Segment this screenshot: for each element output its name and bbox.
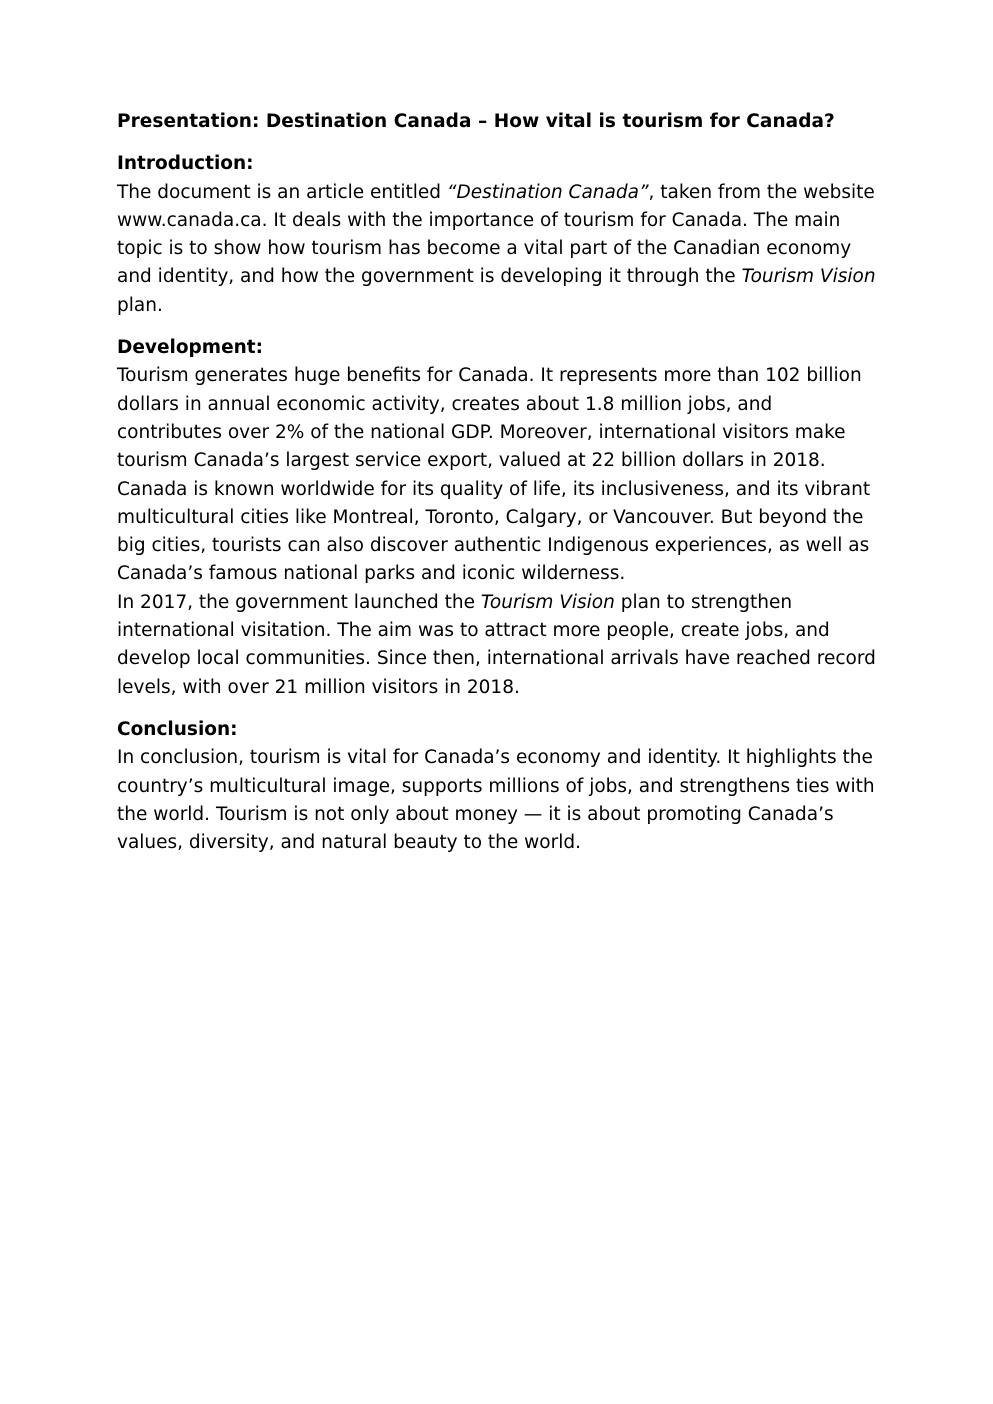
paragraph xyxy=(117,179,877,320)
text-run: Canada is known worldwide for its quality of life, its inclusiveness, and its vibrant multicultural cities like Montreal, Toronto, Calgary, or Vancouver. But beyond the big cities, tourists can also discover authentic Indigenous experiences, as well as Canada’s famous national parks and iconic wilderness. xyxy=(117,478,871,585)
text-run: In conclusion, tourism is vital for Canada’s economy and identity. It highlights the country’s multicultural image, supports millions of jobs, and strengthens ties with the world. Tourism is not only about money — it is about promoting Canada’s values, diversity, and natural beauty to the world. xyxy=(117,747,875,854)
text-run: , taken from the website www.canada.ca. It deals with the importance of tourism for Canada. The main topic is to show how tourism has become a vital part of the Canadian economy and identity, and how the government is developing it through the xyxy=(117,181,875,288)
document-sections xyxy=(117,150,877,857)
paragraph xyxy=(117,476,877,589)
text-run: plan. xyxy=(117,294,163,316)
text-run: In 2017, the government launched the xyxy=(117,591,481,613)
section-heading: Conclusion: xyxy=(117,718,238,740)
emphasized-text: “Destination Canada” xyxy=(446,181,649,203)
paragraph xyxy=(117,589,877,702)
text-run: plan to strengthen international visitation. The aim was to attract more people, create jobs, and develop local communities. Since then, international arrivals have reached record levels, with over 21 million visitors in 2018. xyxy=(117,591,876,698)
text-run: The document is an article entitled xyxy=(117,181,447,203)
section-heading: Development: xyxy=(117,337,264,359)
emphasized-text: Tourism Vision xyxy=(741,266,876,288)
section-heading: Introduction: xyxy=(117,153,254,175)
page-title: Presentation: Destination Canada – How vital is tourism for Canada? xyxy=(117,111,835,132)
document-body xyxy=(117,108,877,857)
text-run: Tourism generates huge benefits for Canada. It represents more than 102 billion dollars in annual economic activity, creates about 1.8 million jobs, and contributes over 2% of the national GDP. Moreover, international visitors make tourism Canada’s largest service export, valued at 22 billion dollars in 2018. xyxy=(117,365,862,472)
paragraph xyxy=(117,744,877,857)
emphasized-text: Tourism Vision xyxy=(480,591,615,613)
paragraph xyxy=(117,362,877,475)
